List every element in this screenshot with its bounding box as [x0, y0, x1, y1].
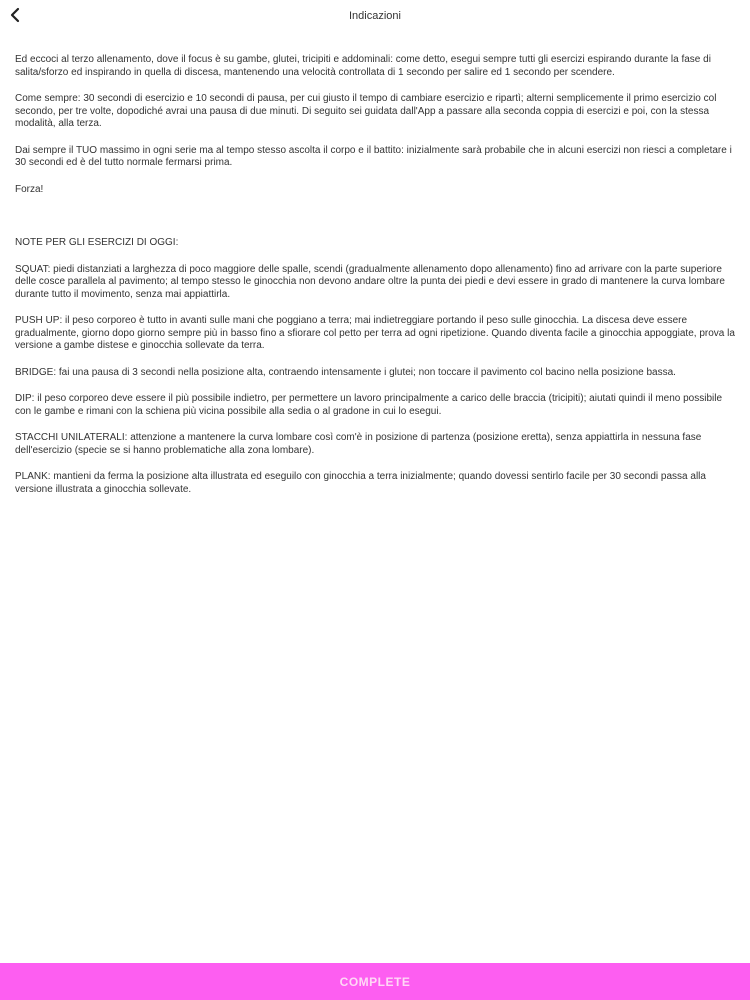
complete-button[interactable]: [0, 963, 750, 1000]
paragraph-intro: Ed eccoci al terzo allenamento, dove il focus è su gambe, glutei, tricipiti e addominali: come detto, esegui sempre tutti gli esercizi espirando durante la fase di salita/sforzo ed inspirando in quella di discesa, mantenendo una velocità controllata di 1 secondo per salire ed 1 secondo per scendere.: [15, 54, 711, 78]
note-bridge: BRIDGE: fai una pausa di 3 secondi nella posizione alta, contraendo intensamente i glutei; non toccare il pavimento col bacino nella posizione bassa.: [15, 366, 676, 378]
page-title: Indicazioni: [349, 10, 401, 22]
instructions-text: [15, 54, 737, 510]
complete-button-label: COMPLETE: [339, 974, 411, 989]
navigation-bar: [0, 0, 750, 34]
paragraph-timing: Come sempre: 30 secondi di esercizio e 10 secondi di pausa, per cui giusto il tempo di cambiare esercizio e ripartì; alterni semplicemente il primo esercizio col secondo, per tre volte, dopodiché avrai una pausa di due minuti. Di seguito sei guidata dall'App a passare alla seconda coppia di esercizi e poi, con la stessa modalità, alla terza.: [15, 93, 717, 129]
paragraph-effort: Dai sempre il TUO massimo in ogni serie ma al tempo stesso ascolta il corpo e il battito: inizialmente sarà probabile che in alcuni esercizi non riesci a completare i 30 secondi ed è del tutto normale fermarsi prima.: [15, 144, 732, 168]
note-push-up: PUSH UP: il peso corporeo è tutto in avanti sulle mani che poggiano a terra; mai indietreggiare portando il peso sulle ginocchia. La discesa deve essere gradualmente, giorno dopo giorno sempre più in basso fino a sfiorare col petto per terra ad ogni ripetizione. Quando diventa facile a ginocchia appoggiate, prova la versione a gambe distese e ginocchia sollevate da terra.: [15, 315, 735, 351]
note-stacchi: STACCHI UNILATERALI: attenzione a mantenere la curva lombare così com'è in posizione di partenza (posizione eretta), senza appiattirla in nessuna fase dell'esercizio (specie se si hanno problematiche alla zona lombare).: [15, 432, 702, 456]
note-squat: SQUAT: piedi distanziati a larghezza di poco maggiore delle spalle, scendi (gradualmente allenamento dopo allenamento) fino ad arrivare con la parte superiore delle cosce parallela al pavimento; al tempo stesso le ginocchia non devono andare oltre la punta dei piedi e devi essere in grado di mantenere la curva lombare durante tutto il movimento, senza mai appiattirla.: [15, 263, 725, 300]
note-plank: PLANK: mantieni da ferma la posizione alta illustrata ed eseguilo con ginocchia a terra inizialmente; quando dovessi sentirlo facile per 30 secondi passa alla versione illustrata a ginocchia sollevate.: [15, 471, 706, 495]
note-dip: DIP: il peso corporeo deve essere il più possibile indietro, per permettere un lavoro principalmente a carico delle braccia (tricipiti); aiutati quindi il meno possibile con le gambe e rimani con la schiena più vicina possibile alla sedia o al gradone in cui lo esegui.: [15, 393, 723, 417]
notes-heading: NOTE PER GLI ESERCIZI DI OGGI:: [15, 237, 179, 248]
paragraph-forza: Forza!: [15, 183, 44, 195]
